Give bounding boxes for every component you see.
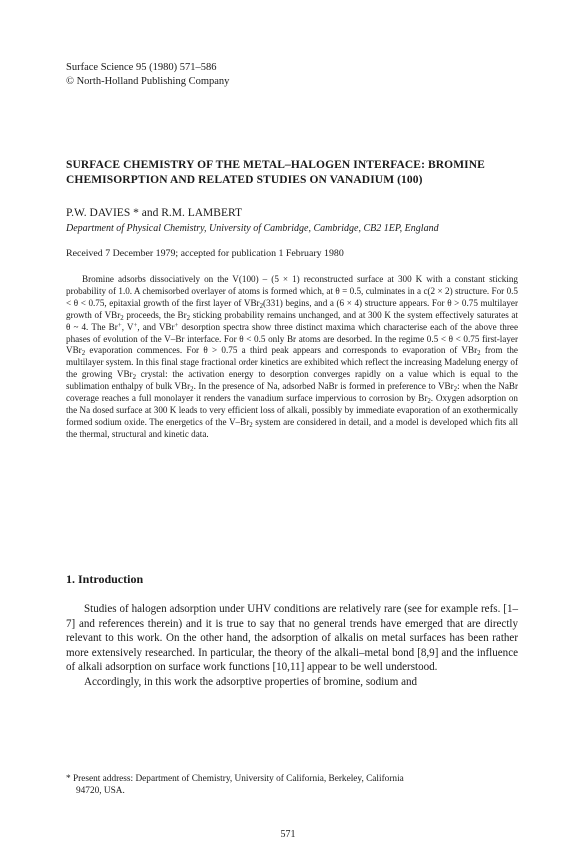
article-title bbox=[66, 158, 536, 188]
journal-header bbox=[66, 61, 229, 89]
footnote-line-2: 94720, USA. bbox=[76, 786, 125, 797]
introduction-body bbox=[66, 602, 518, 690]
abstract: Bromine adsorbs dissociatively on the V(100) – (5 × 1) reconstructed surface at 300 K with a constant sticking probability of 1.0. A chemisorbed overlayer of atoms is formed which, at θ = 0.5, culminates in a c(2 × 2) structure. For 0.5 < θ < 0.75, epitaxial growth of the first layer of VBr$_2$(331) begins, and a (6 × 4) structure appears. For θ > 0.75 multilayer growth of VBr$_2$ proceeds, the $Br_2$ sticking probability remains unchanged, and at 300 K the system effectively saturates at θ ~ 4. The Br+, V+, and VBr+ desorption spectra show three distinct maxima which characterise each of the above three phases of evolution of the V–Br interface. For θ < 0.5 only Br atoms are desorbed. In the regime 0.5 < θ < 0.75 first-layer VBr$_2$ evaporation commences. For θ > 0.75 a third peak appears and corresponds to evaporation of VBr$_2$ from the multilayer system. In this final stage fractional order kinetics are exhibited which reflect the increasing Madelung energy of the growing VBr$_2$ crystal: the activation energy to desorption converges rapidly on a value which is equal to the sublimation enthalpy of bulk VBr$_2$. In the presence of Na, adsorbed NaBr is formed in preference to VBr$_2$: when the NaBr coverage reaches a full monolayer it renders the vanadium surface impervious to corrosion by $Br_2$. Oxygen adsorption on the Na dosed surface at 300 K leads to very efficient loss of alkali, possibly by immediate evaporation of an exothermically formed sodium oxide. The energetics of the $V-Br_2$ system are considered in detail, and a model is developed which fits all the thermal, structural and kinetic data. bbox=[66, 274, 518, 439]
footnote-line-1: * Present address: Department of Chemistry, University of California, Berkeley, California bbox=[66, 774, 404, 784]
title-line-2: CHEMISORPTION AND RELATED STUDIES ON VANADIUM (100) bbox=[66, 174, 423, 186]
footnote bbox=[66, 773, 518, 798]
title-line-1: SURFACE CHEMISTRY OF THE METAL–HALOGEN INTERFACE: BROMINE bbox=[66, 159, 485, 171]
page-number: 571 bbox=[280, 829, 296, 840]
journal-citation: Surface Science 95 (1980) 571–586 bbox=[66, 62, 217, 73]
publisher-line: © North-Holland Publishing Company bbox=[66, 76, 230, 87]
authors: P.W. DAVIES * and R.M. LAMBERT bbox=[66, 207, 242, 219]
intro-paragraph-1: Studies of halogen adsorption under UHV conditions are relatively rare (see for example refs. [1–7] and references therein) and it is true to say that no general trends have emerged that are directly relevant to this work. On the other hand, the adsorption of alkalis on metal surfaces has been rather more extensively researched. In particular, the theory of the alkali–metal bond [8,9] and the influence of alkali adsorption on surface work functions [10,11] appear to be well understood. bbox=[66, 603, 518, 674]
section-heading-introduction: 1. Introduction bbox=[66, 572, 144, 586]
affiliation: Department of Physical Chemistry, University of Cambridge, Cambridge, CB2 1EP, England bbox=[66, 223, 439, 234]
received-dates: Received 7 December 1979; accepted for publication 1 February 1980 bbox=[66, 248, 344, 259]
intro-paragraph-2: Accordingly, in this work the adsorptive properties of bromine, sodium and bbox=[84, 675, 418, 688]
